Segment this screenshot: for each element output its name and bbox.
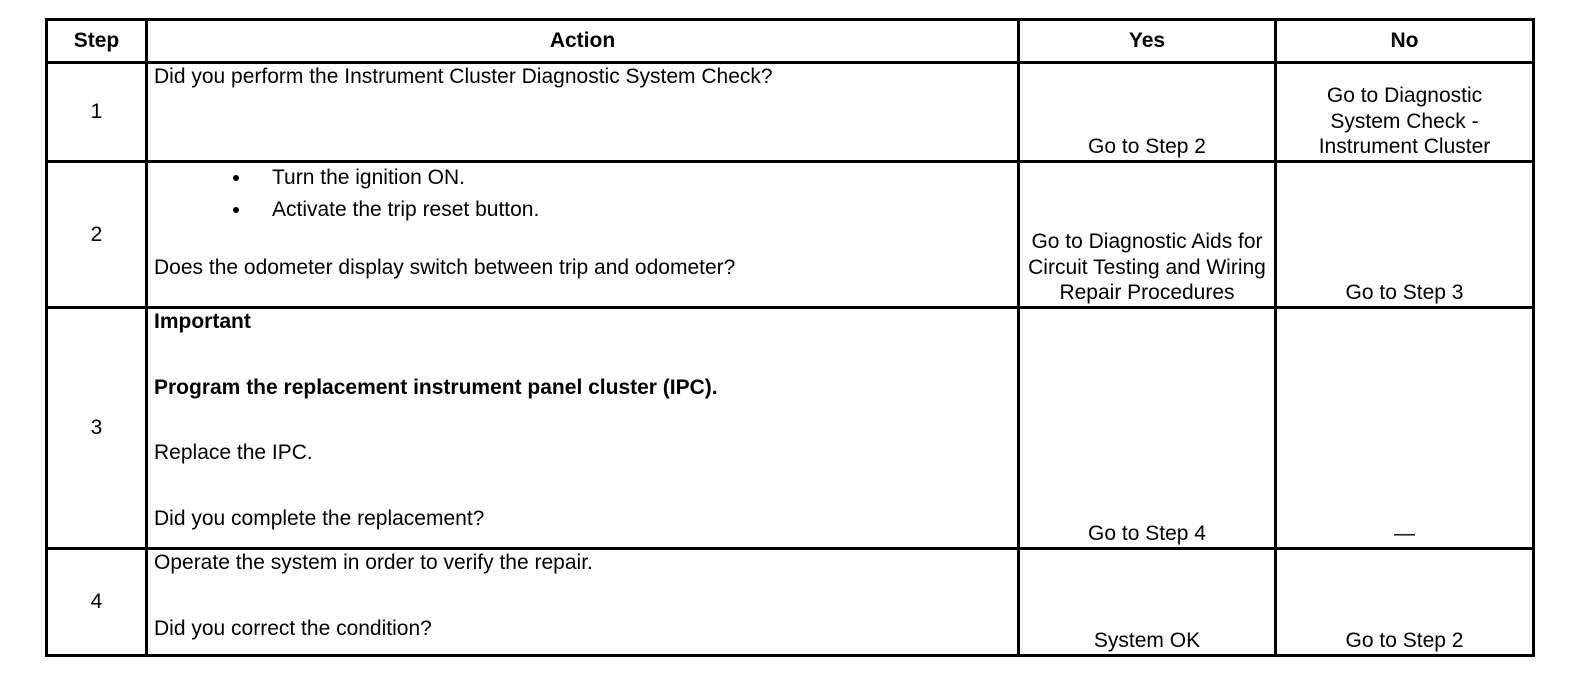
no-cell: Go to Step 2 [1276, 549, 1534, 656]
table-row [47, 162, 1534, 308]
action-bullet-list [154, 165, 1011, 222]
step-number: 2 [47, 162, 147, 308]
diagnostic-table [45, 18, 1535, 657]
action-cell [147, 308, 1019, 549]
list-item: • Turn the ignition ON. [252, 165, 1011, 191]
action-cell [147, 63, 1019, 162]
no-cell: Go to Diagnostic System Check - Instrument Cluster [1276, 63, 1534, 162]
header-yes: Yes [1019, 20, 1276, 63]
no-cell: — [1276, 308, 1534, 549]
header-step: Step [47, 20, 147, 63]
step-number: 1 [47, 63, 147, 162]
action-question: Did you perform the Instrument Cluster Diagnostic System Check? [154, 65, 773, 88]
yes-cell: Go to Step 4 [1019, 308, 1276, 549]
action-instruction: Replace the IPC. [154, 441, 313, 465]
header-row [47, 20, 1534, 63]
step-number: 4 [47, 549, 147, 656]
no-cell: Go to Step 3 [1276, 162, 1534, 308]
yes-cell: Go to Step 2 [1019, 63, 1276, 162]
important-note: Program the replacement instrument panel cluster (IPC). [154, 375, 718, 399]
table-row [47, 549, 1534, 656]
action-cell [147, 162, 1019, 308]
table-row [47, 308, 1534, 549]
list-item: • Activate the trip reset button. [252, 197, 1011, 223]
action-cell [147, 549, 1019, 656]
important-label: Important [154, 310, 251, 333]
yes-cell: Go to Diagnostic Aids for Circuit Testing and Wiring Repair Procedures [1019, 162, 1276, 308]
action-question: Did you correct the condition? [154, 616, 432, 640]
action-instruction: Operate the system in order to verify the repair. [154, 551, 593, 574]
header-action: Action [147, 20, 1019, 63]
table-row [47, 63, 1534, 162]
action-question: Does the odometer display switch between trip and odometer? [154, 256, 736, 280]
step-number: 3 [47, 308, 147, 549]
yes-cell: System OK [1019, 549, 1276, 656]
header-no: No [1276, 20, 1534, 63]
action-question: Did you complete the replacement? [154, 506, 485, 530]
